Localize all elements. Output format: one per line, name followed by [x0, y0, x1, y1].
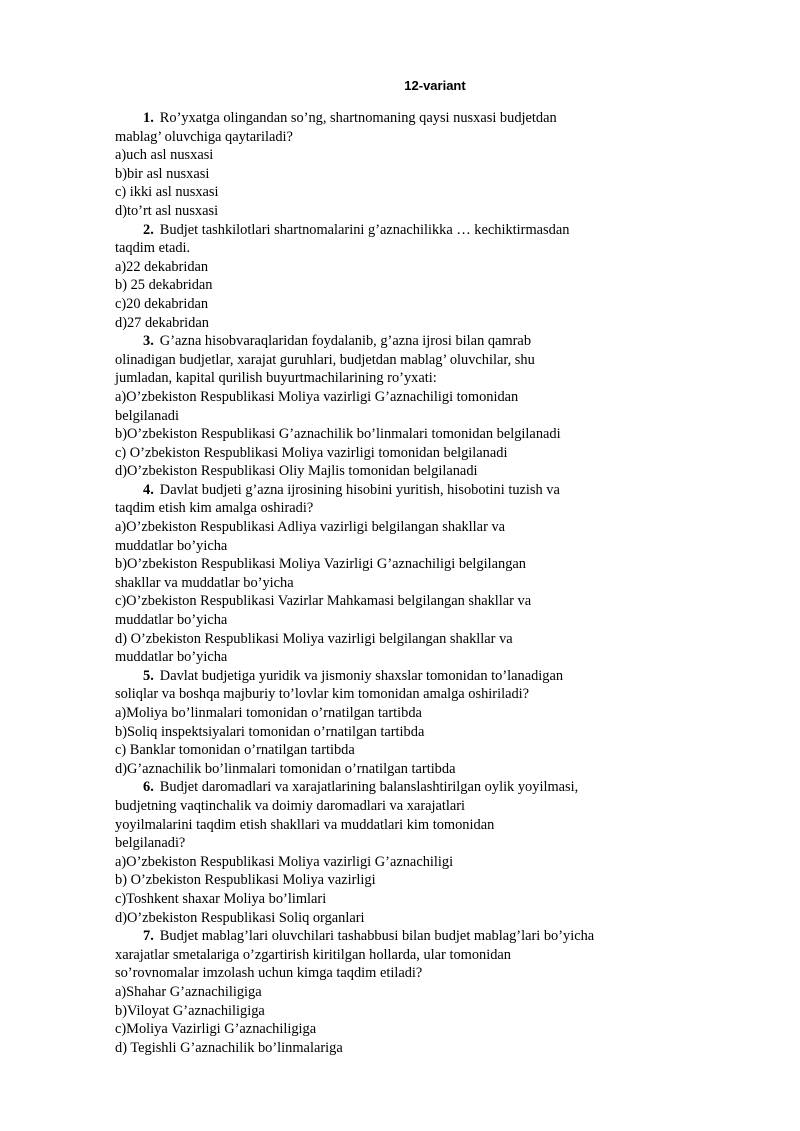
answer-option: b)bir asl nusxasi [115, 165, 210, 182]
question-number: 6. [143, 779, 154, 796]
question-block [115, 667, 715, 779]
question-text: jumladan, kapital qurilish buyurtmachilarining ro’yxati: [115, 370, 437, 387]
question-text: Budjet daromadlari va xarajatlarining balanslashtirilgan oylik yoyilmasi, [159, 779, 579, 796]
question-text: Budjet tashkilotlari shartnomalarini g’aznachilikka … kechiktirmasdan [159, 221, 570, 238]
answer-option: c) Banklar tomonidan o’rnatilgan tartibda [115, 742, 355, 759]
question-number: 2. [143, 221, 154, 238]
question-block [115, 109, 715, 221]
question-text-line [115, 816, 715, 835]
question-text: yoyilmalarini taqdim etish shakllari va muddatlari kim tomonidan [115, 816, 495, 833]
question-text: belgilanadi? [115, 835, 186, 852]
question-text: taqdim etish kim amalga oshiradi? [115, 500, 314, 517]
question-block [115, 332, 715, 481]
answer-option: b)Soliq inspektsiyalari tomonidan o’rnatilgan tartibda [115, 723, 425, 740]
question-number: 4. [143, 481, 154, 498]
question-text-line [115, 797, 715, 816]
question-block [115, 481, 715, 667]
question-text-line [115, 351, 715, 370]
question-number: 1. [143, 110, 154, 126]
question-number: 7. [143, 928, 154, 945]
answer-option: d) O’zbekiston Respublikasi Moliya vazirligi belgilangan shakllar va [115, 630, 513, 647]
question-text-line [115, 369, 715, 388]
answer-option: b)O’zbekiston Respublikasi Moliya Vazirligi G’aznachiligi belgilangan [115, 556, 526, 573]
answer-option: c) ikki asl nusxasi [115, 184, 219, 201]
answer-option: muddatlar bo’yicha [115, 537, 228, 554]
question-text: Davlat budjeti g’azna ijrosining hisobini yuritish, hisobotini tuzish va [159, 481, 560, 498]
answer-option: shakllar va muddatlar bo’yicha [115, 574, 294, 591]
question-text: Budjet mablag’lari oluvchilari tashabbusi bilan budjet mablag’lari bo’yicha [159, 928, 595, 945]
answer-option: c)Moliya Vazirligi G’aznachiligiga [115, 1021, 317, 1038]
question-text: G’azna hisobvaraqlaridan foydalanib, g’azna ijrosi bilan qamrab [159, 333, 532, 350]
question-text-line [115, 499, 715, 518]
question-number: 5. [143, 667, 154, 684]
question-text: so’rovnomalar imzolash uchun kimga taqdim etiladi? [115, 965, 423, 982]
answer-option: belgilanadi [115, 407, 179, 424]
question-text-first-line [115, 667, 715, 686]
answer-option: c)20 dekabridan [115, 295, 209, 312]
question-text-line [115, 964, 715, 983]
question-text: budjetning vaqtinchalik va doimiy daromadlari va xarajatlari [115, 797, 466, 814]
answer-option: a)O’zbekiston Respublikasi Moliya vazirligi G’aznachiligi [115, 853, 454, 870]
question-text-first-line [115, 778, 715, 797]
question-number: 3. [143, 333, 154, 350]
document-page [115, 72, 715, 1057]
answer-option: b)Viloyat G’aznachiligiga [115, 1002, 265, 1019]
question-text-line [115, 128, 715, 147]
question-text-first-line [115, 221, 715, 240]
question-text: soliqlar va boshqa majburiy to’lovlar kim tomonidan amalga oshiriladi? [115, 686, 530, 703]
answer-option: a)O’zbekiston Respublikasi Moliya vazirligi G’aznachiligi tomonidan [115, 388, 519, 405]
question-text: Davlat budjetiga yuridik va jismoniy shaxslar tomonidan to’lanadigan [159, 667, 564, 684]
answer-option: d)27 dekabridan [115, 314, 209, 331]
question-text-first-line [115, 109, 715, 128]
question-text: Ro’yxatga olingandan so’ng, shartnomaning qaysi nusxasi budjetdan [159, 110, 557, 126]
answer-option: b) 25 dekabridan [115, 277, 213, 294]
answer-option: d)G’aznachilik bo’linmalari tomonidan o’rnatilgan tartibda [115, 760, 456, 777]
answer-option: a)uch asl nusxasi [115, 147, 214, 164]
answer-option: b)O’zbekiston Respublikasi G’aznachilik bo’linmalari tomonidan belgilanadi [115, 426, 561, 443]
question-text-line [115, 946, 715, 965]
answer-option: a)Moliya bo’linmalari tomonidan o’rnatilgan tartibda [115, 705, 422, 721]
question-text-line [115, 239, 715, 258]
question-block [115, 778, 715, 927]
question-text: mablag’ oluvchiga qaytariladi? [115, 128, 293, 145]
answer-option: a)O’zbekiston Respublikasi Adliya vazirligi belgilangan shakllar va [115, 519, 506, 536]
question-text-line [115, 834, 715, 853]
answer-option: muddatlar bo’yicha [115, 649, 228, 666]
answer-option: c)O’zbekiston Respublikasi Vazirlar Mahkamasi belgilangan shakllar va [115, 593, 532, 610]
answer-option: a)22 dekabridan [115, 258, 209, 275]
question-text: xarajatlar smetalariga o’zgartirish kiritilgan hollarda, ular tomonidan [115, 946, 511, 963]
question-block [115, 927, 715, 1057]
answer-option: d)to’rt asl nusxasi [115, 202, 219, 219]
question-text-first-line [115, 481, 715, 500]
document-title: 12-variant [404, 78, 466, 93]
question-text: olinadigan budjetlar, xarajat guruhlari, budjetdan mablag’ oluvchilar, shu [115, 351, 535, 368]
answer-option: d)O’zbekiston Respublikasi Oliy Majlis tomonidan belgilanadi [115, 463, 478, 480]
answer-option: c) O’zbekiston Respublikasi Moliya vazirligi tomonidan belgilanadi [115, 444, 508, 461]
question-text-line [115, 685, 715, 704]
answer-option: d)O’zbekiston Respublikasi Soliq organlari [115, 909, 365, 926]
answer-option: muddatlar bo’yicha [115, 612, 228, 629]
answer-option: d) Tegishli G’aznachilik bo’linmalariga [115, 1039, 343, 1056]
question-list [115, 109, 715, 1057]
question-block [115, 221, 715, 333]
answer-option: b) O’zbekiston Respublikasi Moliya vazirligi [115, 872, 376, 889]
question-text-first-line [115, 332, 715, 351]
question-text: taqdim etadi. [115, 240, 191, 257]
answer-option: c)Toshkent shaxar Moliya bo’limlari [115, 890, 327, 907]
answer-option: a)Shahar G’aznachiligiga [115, 983, 262, 1000]
question-text-first-line [115, 927, 715, 946]
